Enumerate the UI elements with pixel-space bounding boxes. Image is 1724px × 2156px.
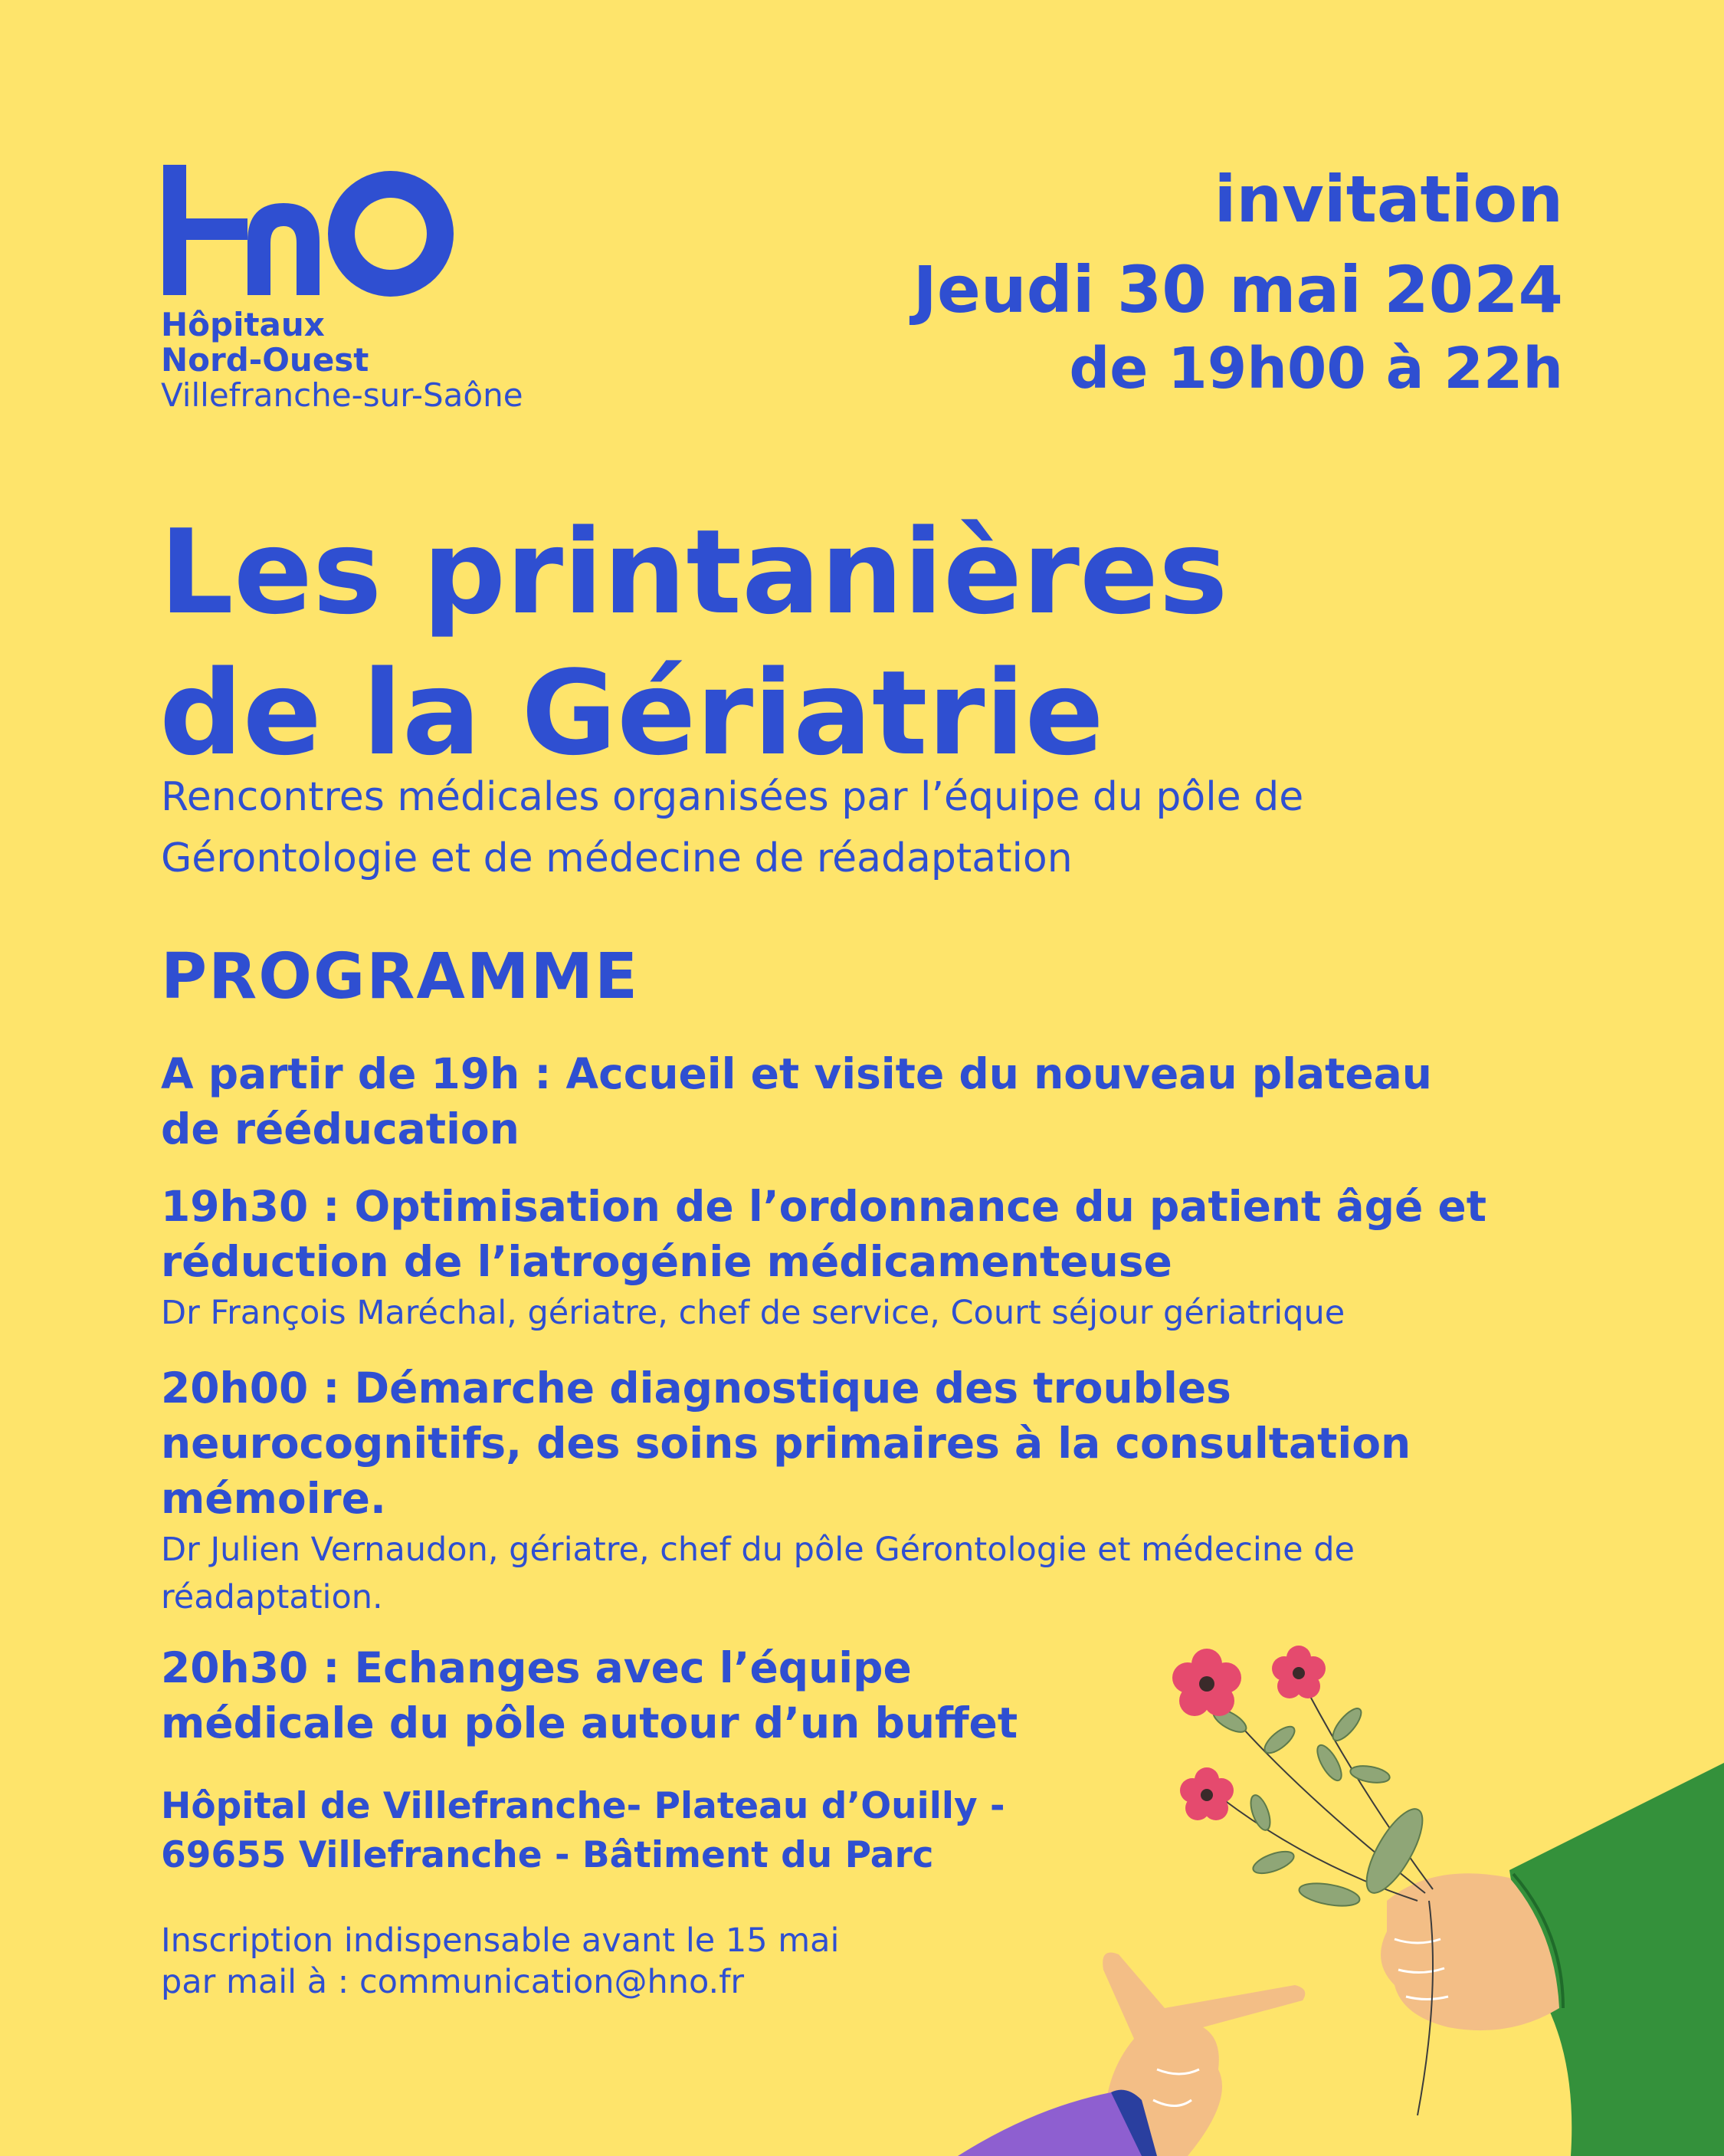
title-line: de rééducation	[161, 1104, 519, 1153]
title-line: 19h30 : Optimisation de l’ordonnance du patient âgé et	[161, 1182, 1487, 1231]
flower-icon	[1180, 1767, 1234, 1820]
title-line: A partir de 19h : Accueil et visite du nouveau plateau	[161, 1049, 1432, 1098]
hno-logo-mark	[157, 157, 471, 303]
speaker-line: Dr François Maréchal, gériatre, chef de service, Court séjour gériatrique	[161, 1294, 1345, 1332]
flower-bouquet-illustration	[805, 1610, 1724, 2156]
programme-item	[161, 1046, 1578, 1157]
logo-text-hopitaux: Hôpitaux	[161, 306, 325, 343]
invitation-label: invitation	[1214, 162, 1563, 237]
programme-item-title	[161, 1046, 1578, 1157]
event-date: Jeudi 30 mai 2024	[913, 252, 1563, 327]
title-line: neurocognitifs, des soins primaires à la consultation	[161, 1419, 1411, 1468]
programme-heading: PROGRAMME	[161, 940, 640, 1013]
title-line: médicale du pôle autour d’un buffet	[161, 1698, 1018, 1747]
programme-item-title	[161, 1360, 1578, 1526]
flower-icon	[1172, 1649, 1241, 1716]
programme-item-speaker	[161, 1289, 1578, 1337]
leaf	[1297, 1879, 1361, 1909]
leaf	[1260, 1722, 1299, 1757]
leaf	[1313, 1741, 1345, 1784]
event-time: de 19h00 à 22h	[1069, 336, 1563, 402]
location-line: 69655 Villefranche - Bâtiment du Parc	[161, 1834, 934, 1876]
title-line-1: Les printanières	[159, 504, 1228, 640]
programme-item	[161, 1179, 1578, 1337]
flower-icon	[1272, 1646, 1326, 1698]
logo-text-nord-ouest: Nord-Ouest	[161, 341, 369, 379]
title-line: mémoire.	[161, 1474, 386, 1523]
registration-email-line: par mail à : communication@hno.fr	[161, 1963, 745, 2001]
subtitle	[161, 766, 1578, 889]
leaf	[1247, 1793, 1273, 1833]
leaf	[1329, 1705, 1366, 1745]
programme-item	[161, 1360, 1578, 1621]
title-line: 20h30 : Echanges avec l’équipe	[161, 1643, 912, 1692]
speaker-line: réadaptation.	[161, 1578, 383, 1616]
subtitle-line-2: Gérontologie et de médecine de réadaptation	[161, 835, 1073, 881]
page-title	[159, 502, 1228, 784]
programme-item-speaker	[161, 1526, 1578, 1621]
programme-item-title	[161, 1179, 1578, 1289]
leaf	[1349, 1764, 1391, 1786]
title-line: réduction de l’iatrogénie médicamenteuse	[161, 1237, 1172, 1286]
purple-sleeve	[958, 2092, 1142, 2156]
location-line: Hôpital de Villefranche- Plateau d’Ouilly -	[161, 1785, 1005, 1827]
title-line-2: de la Gériatrie	[159, 645, 1104, 781]
leaf	[1250, 1847, 1296, 1878]
title-line: 20h00 : Démarche diagnostique des troubles	[161, 1363, 1231, 1413]
registration-line: Inscription indispensable avant le 15 mai	[161, 1921, 840, 1960]
logo-text-city: Villefranche-sur-Saône	[161, 376, 523, 414]
subtitle-line-1: Rencontres médicales organisées par l’équipe du pôle de	[161, 774, 1304, 820]
speaker-line: Dr Julien Vernaudon, gériatre, chef du pôle Gérontologie et médecine de	[161, 1531, 1355, 1569]
